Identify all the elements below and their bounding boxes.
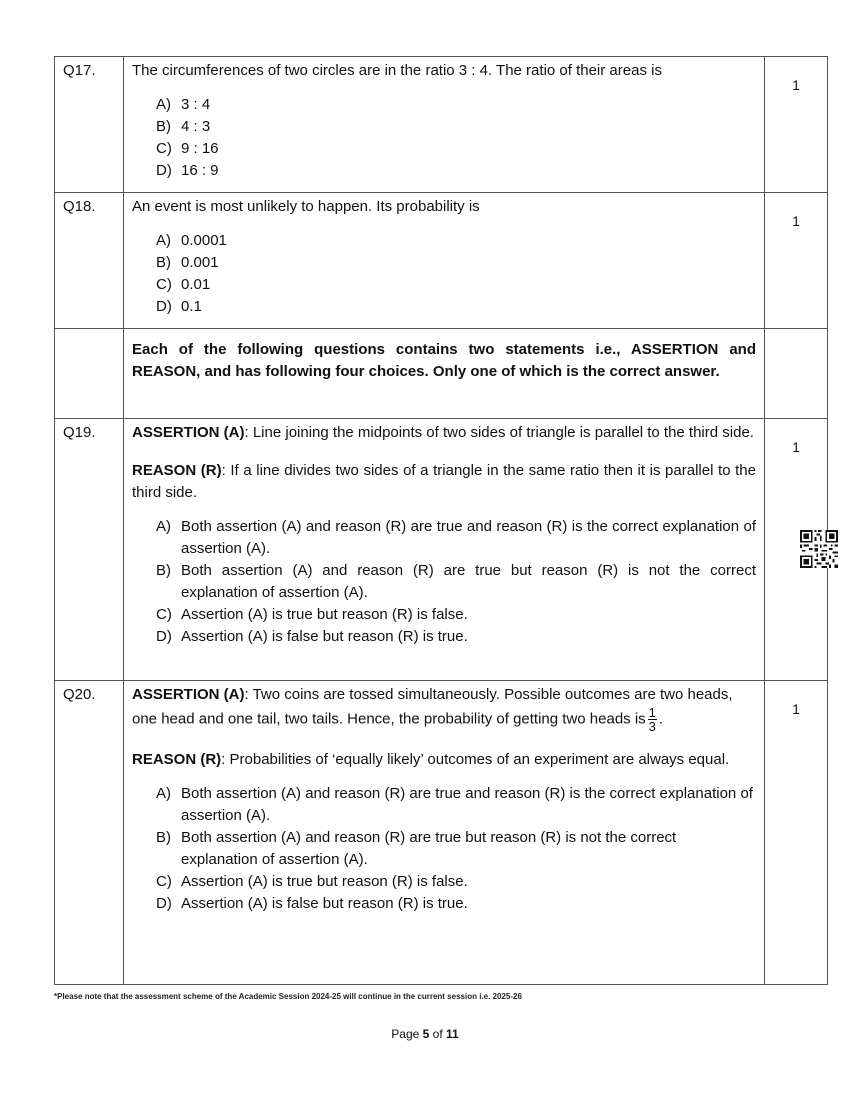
- question-text: The circumferences of two circles are in the ratio 3 : 4. The ratio of their areas is: [132, 62, 662, 79]
- question-row-q20: [55, 681, 828, 985]
- option-c: C) 0.01: [156, 276, 211, 293]
- page-footer: Page 5 of 11: [391, 1027, 459, 1041]
- option-b: B) Both assertion (A) and reason (R) are true but reason (R) is not the correct explanation of assertion (A).: [156, 562, 756, 601]
- option-d: D) 0.1: [156, 298, 202, 315]
- marks-cell: [765, 681, 828, 985]
- options-list: [156, 230, 756, 318]
- question-body: [124, 419, 765, 681]
- question-text: An event is most unlikely to happen. Its probability is: [132, 198, 480, 215]
- marks-cell: [765, 193, 828, 329]
- assertion-label: ASSERTION (A): [132, 686, 245, 703]
- option-a: A) Both assertion (A) and reason (R) are true and reason (R) is the correct explanation of assertion (A).: [156, 518, 756, 557]
- question-row-q17: [55, 57, 828, 193]
- question-body: [124, 57, 765, 193]
- option-b: B) 4 : 3: [156, 118, 211, 135]
- marks-cell: [765, 57, 828, 193]
- question-body: [124, 681, 765, 985]
- reason-label: REASON (R): [132, 462, 222, 479]
- fraction: [648, 706, 657, 733]
- assertion: [132, 422, 756, 444]
- question-body: [124, 193, 765, 329]
- marks-value: 1: [792, 439, 800, 455]
- qr-code-icon: [800, 530, 838, 568]
- marks-value: 1: [792, 77, 800, 93]
- reason-label: REASON (R): [132, 751, 222, 768]
- options-list: [156, 783, 756, 915]
- fraction-numerator: 1: [648, 705, 656, 720]
- reason: [132, 460, 756, 504]
- reason-text: : If a line divides two sides of a triangle in the same ratio then it is parallel to the third side.: [132, 462, 756, 501]
- page-total: 11: [446, 1027, 459, 1041]
- question-table: [54, 56, 828, 985]
- empty-number-cell: [55, 329, 124, 419]
- assertion: ASSERTION (A): Two coins are tossed simultaneously. Possible outcomes are two heads, one head and one tail, two tails. Hence, the probability of getting two heads is $\frac{1}{3}$ .: [132, 686, 733, 734]
- option-d: D) Assertion (A) is false but reason (R) is true.: [156, 895, 468, 912]
- assertion-label: ASSERTION (A): [132, 424, 245, 441]
- question-number: Q20.: [55, 681, 124, 985]
- reason-text: : Probabilities of ‘equally likely’ outcomes of an experiment are always equal.: [221, 751, 730, 768]
- option-d: D) Assertion (A) is false but reason (R) is true.: [156, 628, 468, 645]
- option-a: A) 0.0001: [156, 232, 227, 249]
- option-a: A) 3 : 4: [156, 96, 211, 113]
- instruction-cell: [124, 329, 765, 419]
- option-c: C) Assertion (A) is true but reason (R) is false.: [156, 606, 468, 623]
- question-number: Q17.: [55, 57, 124, 193]
- option-a: A) Both assertion (A) and reason (R) are true and reason (R) is the correct explanation of assertion (A).: [156, 785, 753, 824]
- marks-value: 1: [792, 213, 800, 229]
- question-row-q19: [55, 419, 828, 681]
- instruction-row: [55, 329, 828, 419]
- option-b: B) 0.001: [156, 254, 219, 271]
- question-number: Q18.: [55, 193, 124, 329]
- question-number: Q19.: [55, 419, 124, 681]
- reason: [132, 749, 756, 771]
- page-current: 5: [422, 1027, 430, 1041]
- option-c: C) 9 : 16: [156, 140, 219, 157]
- option-c: C) Assertion (A) is true but reason (R) is false.: [156, 873, 468, 890]
- option-d: D) 16 : 9: [156, 162, 219, 179]
- footnote: *Please note that the assessment scheme of the Academic Session 2024-25 will continue in the current session i.e. 2025-26: [54, 992, 522, 1001]
- marks-value: 1: [792, 701, 800, 717]
- assertion-text: : Two coins are tossed simultaneously. Possible outcomes are two heads, one head and one tail, two tails. Hence, the probability of getting two heads is: [132, 686, 733, 728]
- fraction-denominator: 3: [648, 719, 656, 734]
- options-list: [156, 516, 756, 648]
- instruction-text: Each of the following questions contains two statements i.e., ASSERTION and REASON, and has following four choices. Only one of which is the correct answer.: [132, 341, 756, 380]
- option-b: B) Both assertion (A) and reason (R) are true but reason (R) is not the correct explanation of assertion (A).: [156, 829, 677, 868]
- question-row-q18: [55, 193, 828, 329]
- assertion-text: : Line joining the midpoints of two sides of triangle is parallel to the third side.: [244, 424, 754, 441]
- empty-marks-cell: [765, 329, 828, 419]
- options-list: [156, 94, 756, 182]
